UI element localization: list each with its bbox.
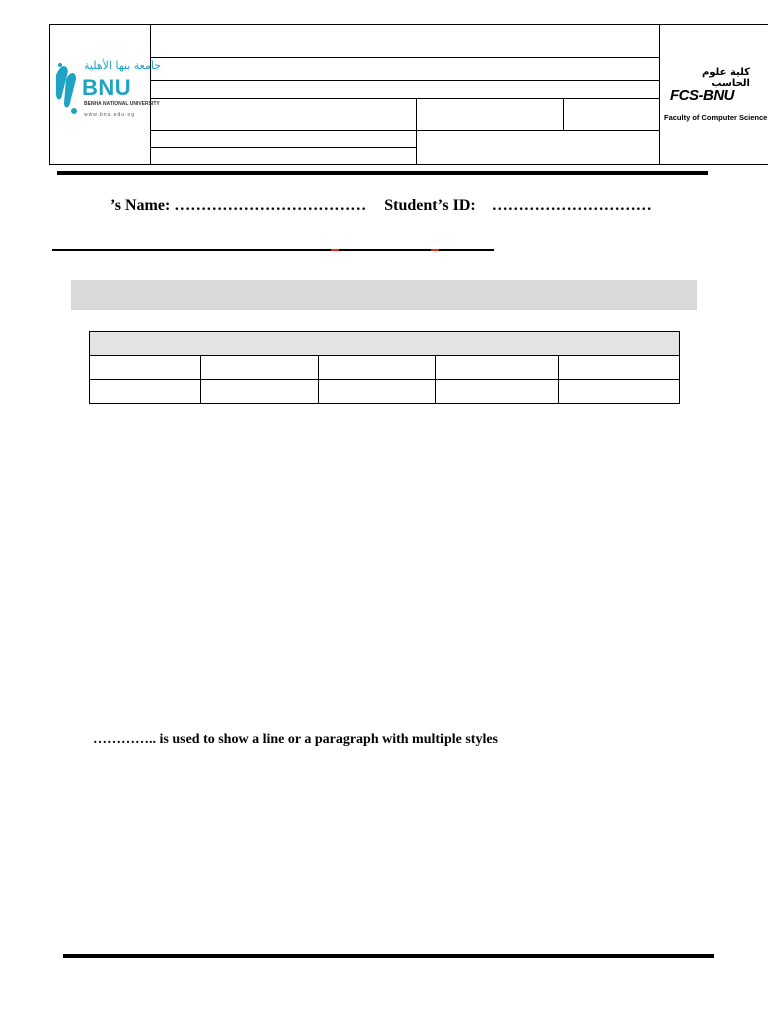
table-row: [90, 356, 680, 380]
header-divider: [563, 98, 564, 130]
header-row-line: [150, 98, 659, 99]
table-cell: [436, 380, 559, 404]
separator-mark: [331, 249, 339, 251]
table-cell: [319, 356, 436, 380]
header-row-line: [150, 130, 416, 131]
header-divider: [659, 25, 660, 164]
university-arabic-name: جامعة بنها الأهلية: [84, 59, 162, 72]
student-info-line: [110, 197, 652, 215]
grade-table-header-cell: [90, 332, 680, 356]
table-cell: [201, 356, 319, 380]
grade-table: [89, 331, 680, 404]
table-row: [90, 380, 680, 404]
bnu-emblem-icon: [52, 55, 82, 117]
exam-header: [49, 24, 768, 165]
separator-line: [52, 249, 494, 251]
faculty-arabic-name: كلية علوم الحاسب: [701, 67, 750, 89]
faculty-english-name: Faculty of Computer Science: [664, 113, 768, 122]
student-name-label: ’s Name: ………………………………: [110, 197, 367, 214]
table-cell: [90, 356, 201, 380]
university-abbreviation: BNU: [82, 75, 132, 100]
university-logo: [52, 55, 162, 125]
table-cell: [201, 380, 319, 404]
grade-table-header-row: [90, 332, 680, 356]
instructions-bar: [71, 280, 697, 310]
header-row-line: [416, 130, 659, 131]
header-row-line: [150, 57, 659, 58]
table-cell: [436, 356, 559, 380]
student-id-label: Student’s ID:: [384, 197, 476, 214]
table-cell: [559, 356, 680, 380]
table-cell: [319, 380, 436, 404]
faculty-abbreviation: FCS-BNU: [670, 87, 734, 104]
university-english-name: BENHA NATIONAL UNIVERSITY: [84, 101, 160, 107]
header-divider: [416, 98, 417, 164]
student-id-dots: …………………………: [491, 197, 652, 214]
separator-mark: [431, 249, 439, 251]
table-cell: [559, 380, 680, 404]
question-text: ………….. is used to show a line or a paragraph with multiple styles: [93, 732, 498, 747]
faculty-logo: [662, 65, 768, 135]
bottom-rule: [63, 954, 714, 958]
header-row-line: [150, 147, 416, 148]
header-divider: [150, 25, 151, 164]
header-row-line: [150, 80, 659, 81]
university-url: www.bnu.edu.eg: [84, 112, 135, 118]
table-cell: [90, 380, 201, 404]
top-rule: [57, 171, 708, 175]
